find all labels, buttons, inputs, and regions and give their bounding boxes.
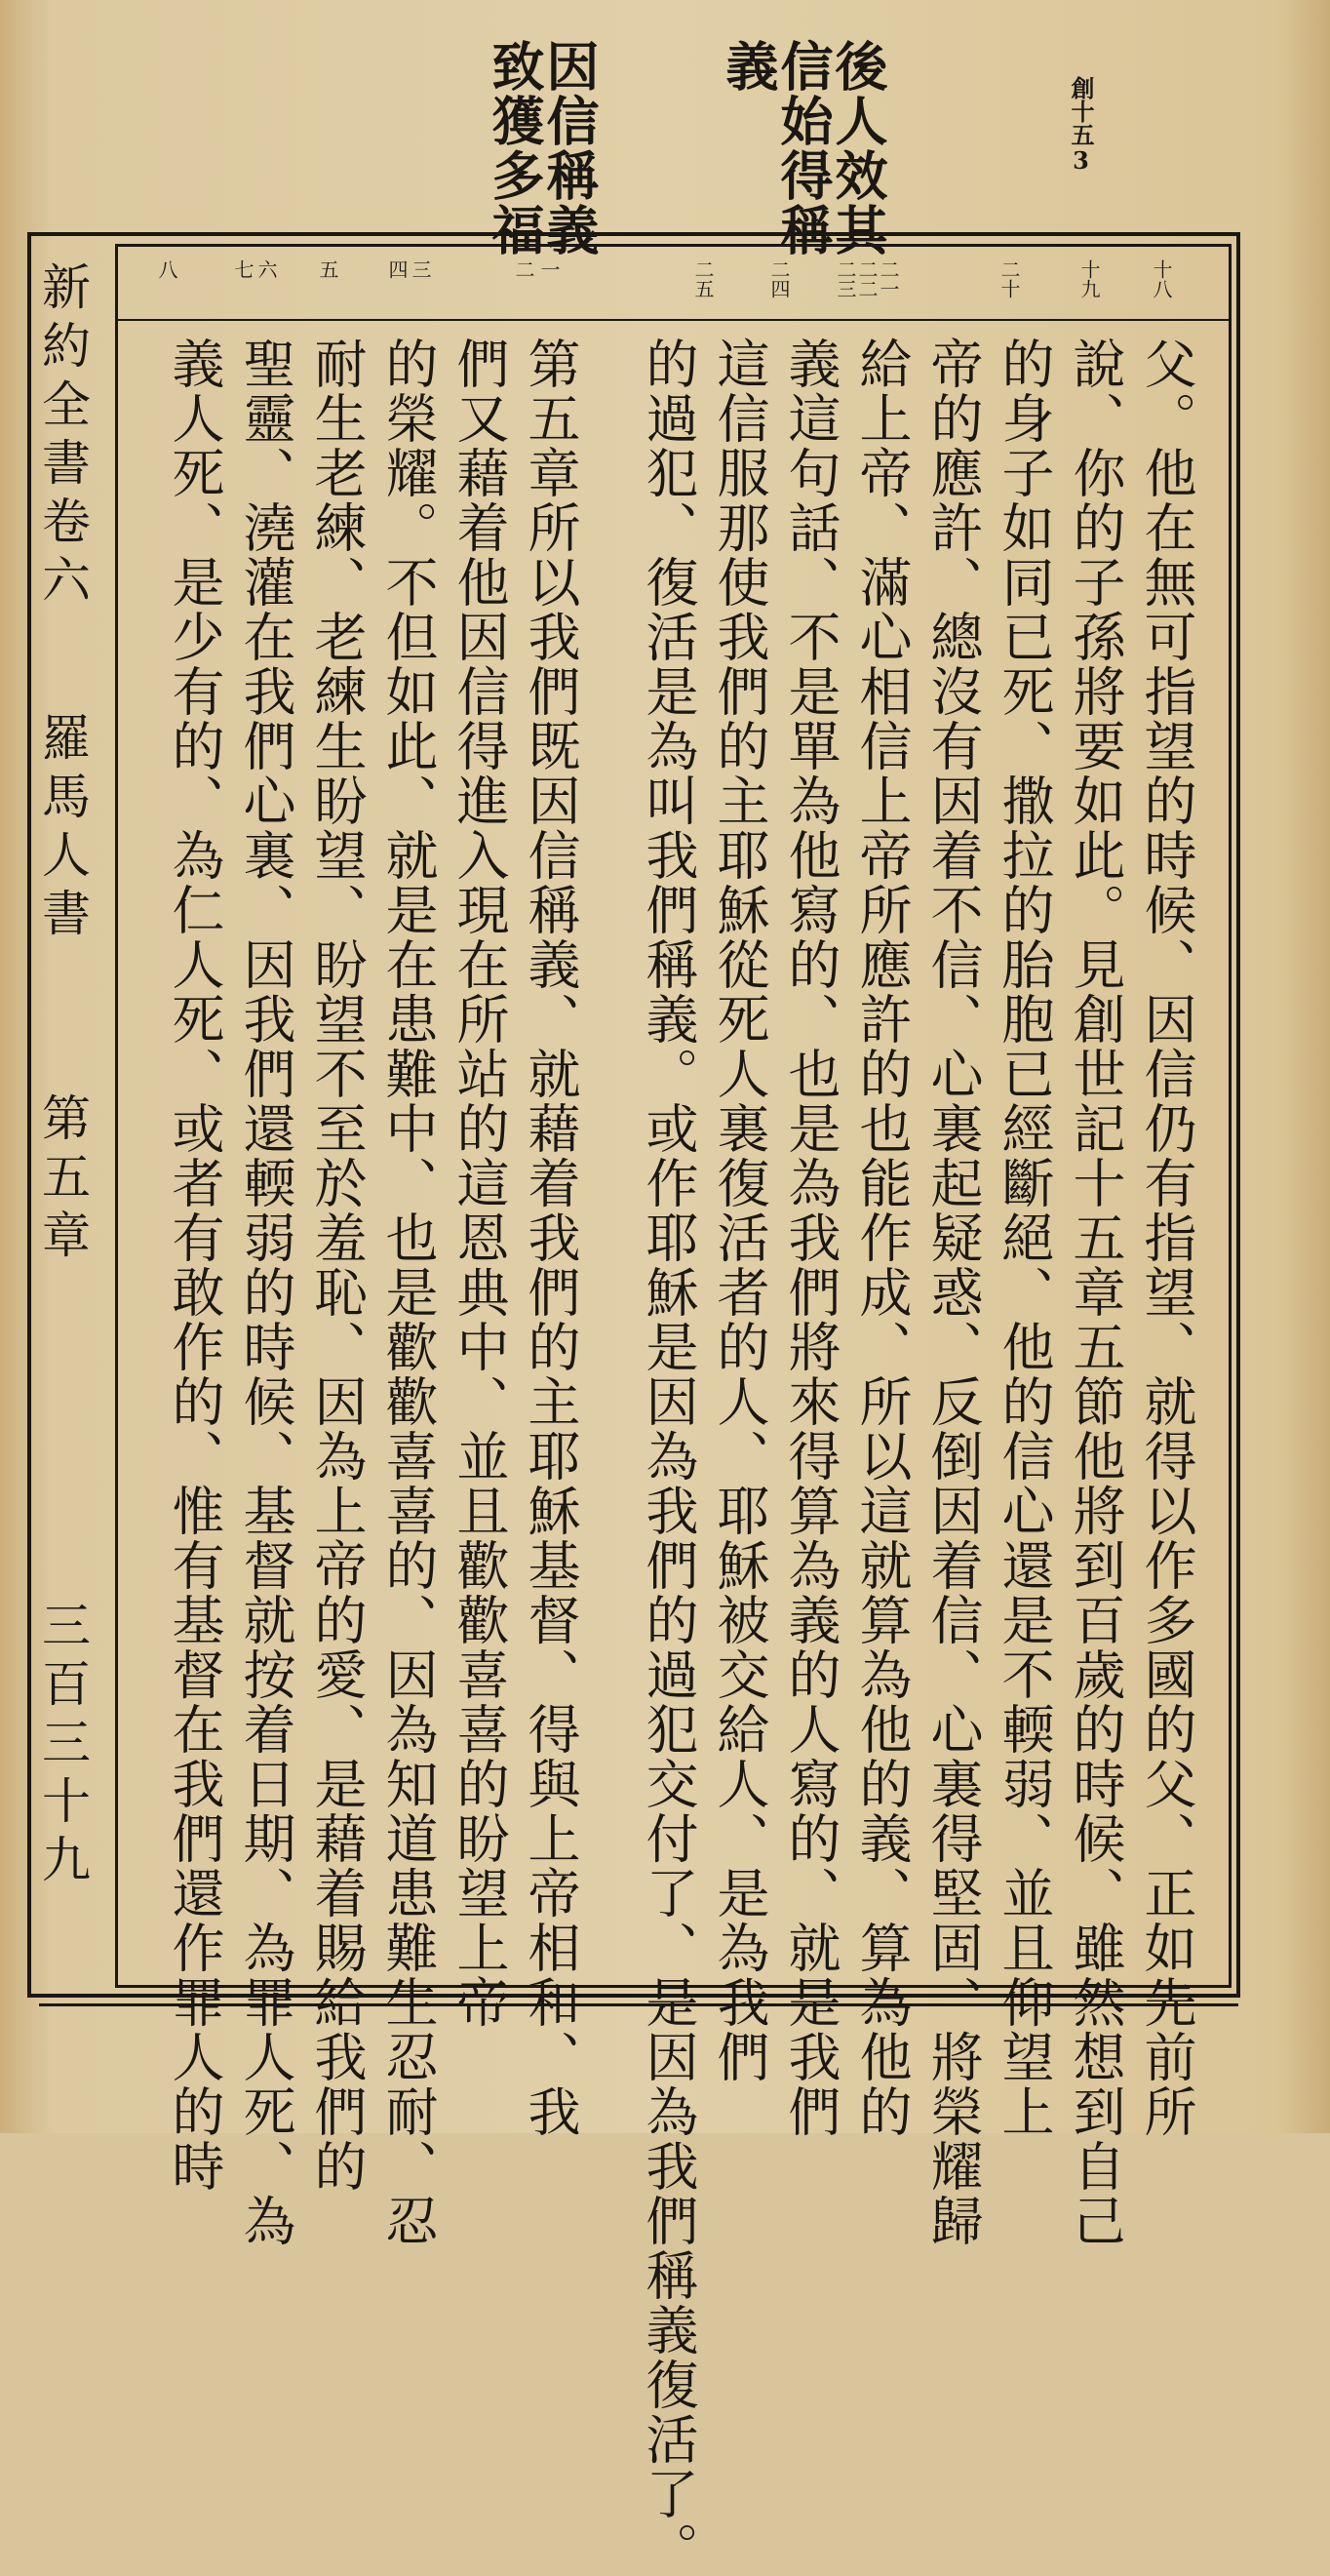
verse-number: 六 <box>254 259 278 279</box>
verse-number: 十九 <box>1077 259 1101 298</box>
verse-number: 二五 <box>691 259 715 298</box>
verse-number: 七 <box>231 259 254 279</box>
text-column: 的身子如同已死、撒拉的胎胞已經斷絕、他的信心還是不輭弱、並且仰望上 <box>994 337 1055 2139</box>
text-column: 的榮耀。不但如此、就是在患難中、也是歡歡喜喜的、因為知道患難生忍耐、忍 <box>377 337 439 2248</box>
verse-number: 二三 <box>834 259 857 298</box>
verse-number: 四 <box>385 259 409 279</box>
heading-note-line-3: 義 <box>718 39 780 94</box>
verse-number: 二四 <box>767 259 791 298</box>
text-column: 義這句話、不是單為他寫的、也是為我們將來得算為義的人寫的、就是我們 <box>780 337 841 2139</box>
verse-number: 五 <box>316 259 339 279</box>
running-title: 新約全書卷六 <box>34 261 91 613</box>
text-column: 的過犯、復活是為叫我們稱義。或作耶穌是因為我們的過犯交付了、是因為我們稱義復活了。 <box>638 337 699 2576</box>
text-column: 這信服那使我們的主耶穌從死人裏復活者的人、耶穌被交給人、是為我們 <box>709 337 770 2084</box>
text-column: 說、你的子孫將要如此。見創世記十五章五節他將到百歲的時候、雖然想到自己 <box>1065 337 1126 2248</box>
verse-number: 十八 <box>1150 259 1173 298</box>
verse-number: 二 <box>512 259 535 279</box>
verse-number: 二十 <box>998 259 1021 298</box>
verse-number: 二一 <box>877 259 900 298</box>
text-column: 們又藉着他因信得進入現在所站的這恩典中、並且歡歡喜喜的盼望上帝 <box>449 337 510 2030</box>
heading-note-line-5: 致獲多福 <box>484 39 546 258</box>
page-number: 三百三十九 <box>34 1600 91 1892</box>
text-column: 耐生老練、老練生盼望、盼望不至於羞恥、因為上帝的愛、是藉着賜給我們的 <box>306 337 368 2194</box>
bottom-rule <box>39 2003 1238 2006</box>
chapter-label: 第五章 <box>34 1092 91 1268</box>
text-column: 義人死、是少有的、為仁人死、或者有敢作的、惟有基督在我們還作罪人的時 <box>164 337 225 2194</box>
verse-number: 八 <box>155 259 178 279</box>
verse-number: 一 <box>537 259 561 279</box>
text-column: 聖靈、澆灌在我們心裏、因我們還輭弱的時候、基督就按着日期、為罪人死、為 <box>235 337 296 2248</box>
heading-note-line-4: 因信稱義 <box>538 39 601 258</box>
heading-note-line-2: 信始得稱 <box>772 39 835 258</box>
cross-reference-note: 創十五3 <box>1067 76 1095 175</box>
text-column: 給上帝、滿心相信上帝所應許的也能作成、所以這就算為他的義、算為他的 <box>851 337 913 2139</box>
heading-note-line-1: 後人效其 <box>827 39 889 258</box>
verse-number-rule <box>115 319 1232 321</box>
text-column: 帝的應許、總沒有因着不信、心裏起疑惑、反倒因着信、心裏得堅固、將榮耀歸 <box>922 337 984 2248</box>
verse-number: 三 <box>409 259 432 279</box>
text-column: 第五章所以我們既因信稱義、就藉着我們的主耶穌基督、得與上帝相和、我 <box>520 337 581 2139</box>
verse-number: 二二 <box>855 259 879 298</box>
text-column: 父。他在無可指望的時候、因信仍有指望、就得以作多國的父、正如先前所 <box>1136 337 1197 2139</box>
book-name: 羅馬人書 <box>34 712 91 946</box>
